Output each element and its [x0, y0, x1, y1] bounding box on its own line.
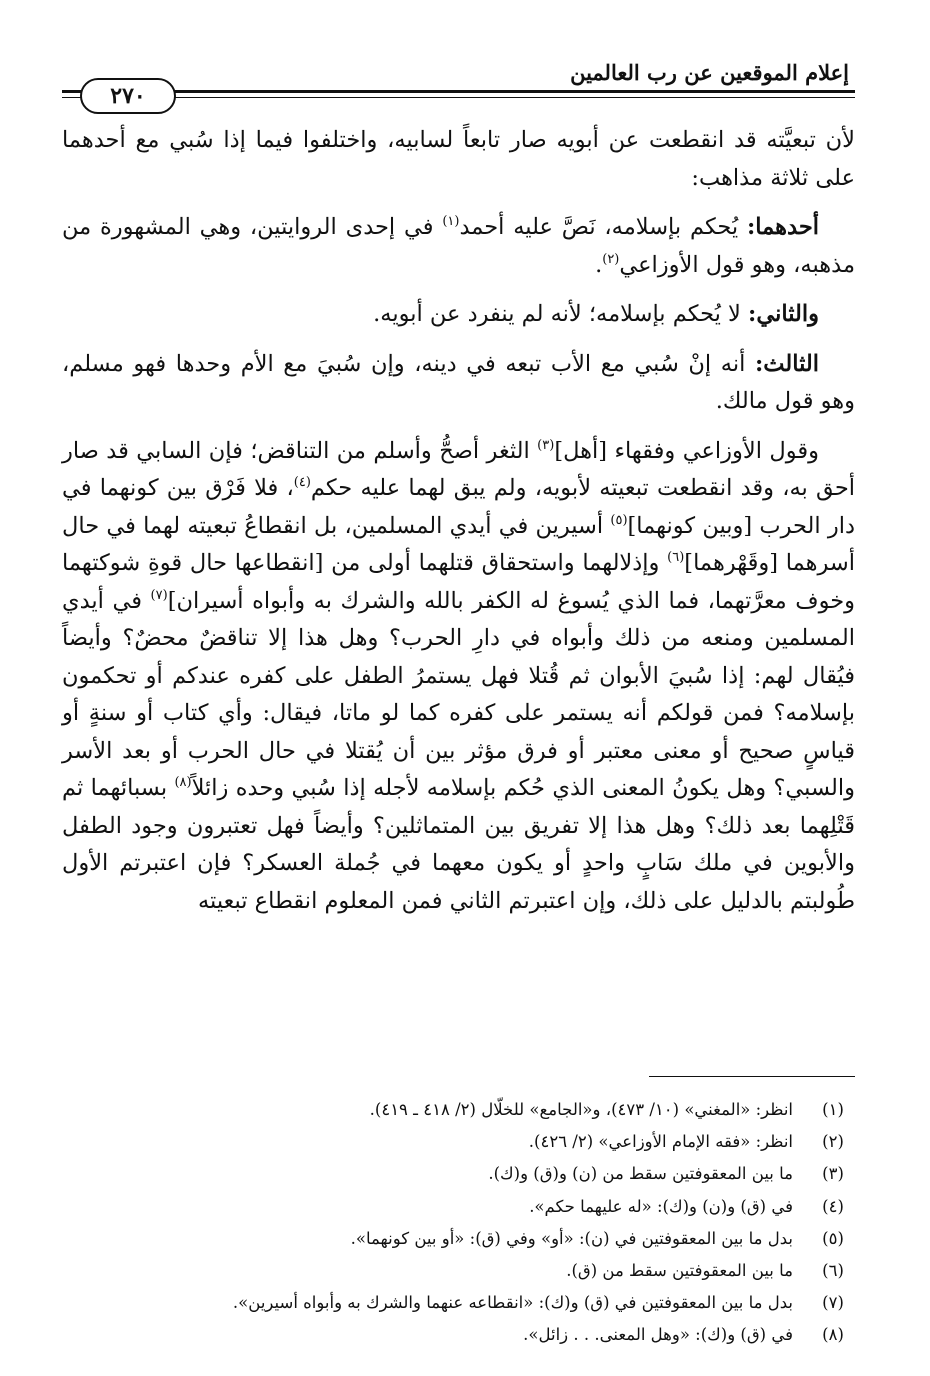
- footnote-number: (٦): [822, 1261, 844, 1281]
- footnote-ref-5[interactable]: (٥): [610, 512, 628, 528]
- footnote-number: (٨): [822, 1325, 844, 1345]
- paragraph-2-text-b: في إحدى الروايتين، وهي المشهورة من مذهبه، وهو قول الأوزاعي: [62, 214, 855, 278]
- paragraph-1-text: لأن تبعيَّته قد انقطعت عن أبويه صار تابعاً لسابيه، واختلفوا فيما إذا سُبي مع أحدهما على ثلاثة مذاهب:: [62, 127, 855, 191]
- paragraph-5-text-e: وإذلالهما واستحقاق قتلهما أولى من [انقطاعها حال قوةِ شوكتهما وخوف معرَّتهما، فما الذي يُسوغ له الكفر بالله والشرك به وأبواه أسيران]: [62, 550, 856, 614]
- footnote-text: بدل ما بين المعقوفتين في (ن): «أو» وفي (ق): «أو بين كونهما».: [350, 1228, 793, 1248]
- paragraph-5-text-a: وقول الأوزاعي وفقهاء [أهل]: [554, 437, 819, 464]
- paragraph-5-text-c: ، فلا فَرْق بين كونهما في دار الحرب [وبين كونهما]: [62, 475, 855, 539]
- footnote-number: (٤): [822, 1196, 844, 1216]
- footnote-item: [62, 1319, 855, 1351]
- footnote-number: (٢): [822, 1132, 844, 1152]
- paragraph-2: [62, 209, 855, 284]
- footnote-item: [62, 1191, 855, 1223]
- book-page: [62, 30, 855, 1350]
- footnote-ref-1[interactable]: (١): [442, 214, 460, 229]
- paragraph-5-text-b: الثغر أصحُّ وأسلم من التناقض؛ فإن السابي قد صار أحق به، وقد انقطعت تبعيته لأبويه، ولم يبق لهما عليه حكم: [62, 437, 855, 501]
- footnote-item: [62, 1094, 855, 1126]
- footnote-number: (٥): [822, 1228, 844, 1248]
- header-rule-thin: [62, 97, 855, 98]
- paragraph-5-text-g: بسبائهما ثم قَتْلِهما بعد ذلك؟ وهل هذا إلا تفريق بين المتماثلين؟ وأيضاً فهل تعتبرون وجود الطفل والأبوين في ملك سَابٍ واحدٍ أو يكون معهما في جُملة العسكر؟ فإن اعتبرتم الأول طُولبتم بالدليل على ذلك، وإن اعتبرتم الثاني فمن المعلوم انقطاع تبعيته: [62, 775, 855, 914]
- paragraph-3-text: لا يُحكم بإسلامه؛ لأنه لم ينفرد عن أبويه.: [373, 301, 749, 327]
- footnote-separator: [649, 1076, 855, 1077]
- footnote-number: (١): [822, 1100, 844, 1119]
- paragraph-1: [62, 122, 855, 197]
- footnote-item: [62, 1126, 855, 1158]
- footnote-text: ما بين المعقوفتين سقط من (ن) و(ق) و(ك).: [488, 1164, 793, 1184]
- running-header: [62, 30, 855, 109]
- footnote-number: (٧): [822, 1293, 844, 1313]
- paragraph-2-text-a: يُحكم بإسلامه، نَصَّ عليه أحمد: [459, 214, 747, 240]
- main-text: [62, 122, 855, 932]
- footnote-ref-2[interactable]: (٢): [602, 251, 620, 267]
- footnote-ref-6[interactable]: (٦): [667, 550, 685, 565]
- paragraph-3: [62, 296, 855, 334]
- footnote-ref-3[interactable]: (٣): [537, 437, 555, 453]
- header-rule-thick: [62, 90, 855, 93]
- footnote-item: [62, 1255, 855, 1287]
- paragraph-5: [62, 433, 855, 921]
- footnote-item: [62, 1158, 855, 1190]
- footnote-text: في (ق) و(ن) و(ك): «له عليهما حكم».: [529, 1196, 793, 1216]
- footnotes-list: [62, 1094, 855, 1352]
- footnote-number: (٣): [822, 1164, 844, 1184]
- page-number-badge: ٢٧٠: [80, 78, 176, 114]
- paragraph-5-text-d: أسيرين في أيدي المسلمين، بل انقطاعُ تبعيته لهما في حال أسرهما [وقَهْرهما]: [62, 512, 855, 576]
- paragraph-4-text: أنه إنْ سُبي مع الأب تبعه في دينه، وإن سُبيَ مع الأم وحدها فهو مسلم، وهو قول مالك.: [62, 350, 855, 414]
- book-title: إعلام الموقعين عن رب العالمين: [570, 60, 849, 85]
- footnote-text: انظر: «المغني» (١٠/ ٤٧٣)، و«الجامع» للخلّال (٢/ ٤١٨ ـ ٤١٩).: [369, 1100, 793, 1119]
- paragraph-2-text-c: .: [595, 251, 603, 278]
- term-first: أحدهما:: [746, 214, 819, 240]
- footnote-text: انظر: «فقه الإمام الأوزاعي» (٢/ ٤٢٦).: [528, 1132, 793, 1152]
- footnote-text: في (ق) و(ك): «وهل المعنى. . . زائل».: [523, 1325, 793, 1345]
- paragraph-5-text-f: في أيدي المسلمين ومنعه من ذلك وأبواه في دارِ الحرب؟ وهل هذا إلا تناقضٌ محضٌ؟ وأيضاً فيُقال لهم: إذا سُبيَ الأبوان ثم قُتلا فهل يستمرُ الطفل على كفره عندكم أو تحكمون بإسلامه؟ فمن قولكم أنه يستمر على كفره كما لو ماتا، فيقال: وأي كتاب أو سنةٍ أو قياسٍ صحيح أو معنى معتبر أو فرق مؤثر بين أن يُقتلا في حال الحرب أو بعد الأسر والسبي؟ وهل يكونُ المعنى الذي حُكم بإسلامه لأجله إذا سُبي وحده زائلاً: [62, 587, 855, 801]
- footnote-text: بدل ما بين المعقوفتين في (ق) و(ك): «انقطاعه عنهما والشرك به وأبواه أسيرين».: [232, 1293, 793, 1313]
- footnote-ref-8[interactable]: (٨): [174, 775, 192, 790]
- term-third: الثالث:: [754, 350, 819, 377]
- term-second: والثاني:: [748, 301, 819, 327]
- footnote-item: [62, 1223, 855, 1255]
- paragraph-4: [62, 346, 855, 421]
- footnote-item: [62, 1287, 855, 1319]
- footnote-text: ما بين المعقوفتين سقط من (ق).: [566, 1261, 793, 1281]
- footnote-ref-4[interactable]: (٤): [293, 475, 311, 490]
- footnote-ref-7[interactable]: (٧): [150, 587, 168, 603]
